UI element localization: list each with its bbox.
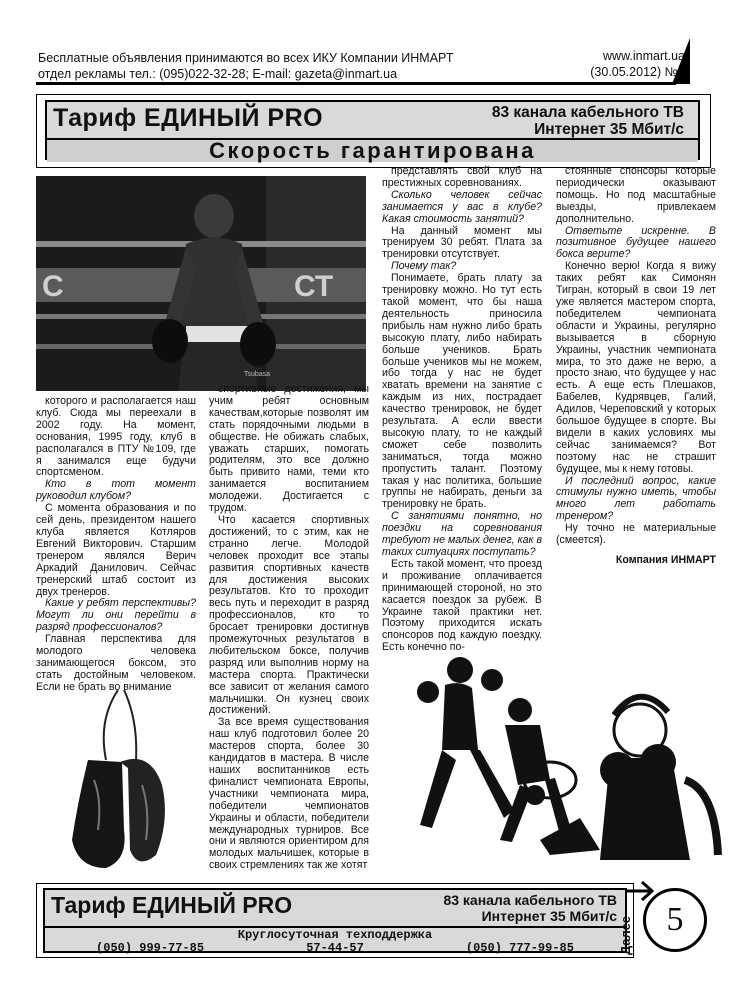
- top-tariff-features: [492, 104, 684, 138]
- article-paragraph: стоянные спонсоры которые периодически оказывают помощь. Но под масштабные выезды, привлекаем дополнительно.: [556, 165, 716, 225]
- article-paragraph: С момента образования и по сей день, президентом нашего клуба является Котляров Евгений Викторович. Старшим тренером являлся Верич Аркадий Данилович. Сейчас тренерский штаб состоит из двух тренеров.: [36, 502, 196, 598]
- interview-question: Ответьте искренне. В позитивное будущее нашего бокса верите?: [556, 224, 716, 261]
- interview-question: И последний вопрос, какие стимулы нужно иметь, чтобы много лет работать тренером?: [556, 474, 716, 523]
- article-column-1: [36, 396, 196, 694]
- support-phone-1[interactable]: (050) 999-77-85: [96, 941, 205, 955]
- top-internet-speed: Интернет 35 Мбит/с: [534, 121, 684, 138]
- support-phones: [45, 941, 625, 955]
- boxing-gloves-icon: [58, 690, 198, 875]
- interview-question: Почему так?: [391, 260, 457, 273]
- bottom-channels-count: 83 канала кабельного ТВ: [443, 892, 617, 908]
- website-link[interactable]: www.inmart.ua: [603, 49, 685, 63]
- interview-question: Кто в тот момент руководил клубом?: [36, 478, 196, 503]
- article-paragraph: Конечно верю! Когда я вижу таких ребят как Симонян Тигран, который в свои 19 лет уже является мастером спорта, победителем чемпионата области и Украины, регулярно вызывается в сборную Украины, участник чемпионата мира, то это даже не верю, а просто знаю, что будущее у нас есть. А еще есть Плешаков, Бабелев, Кудрявцев, Галий, Адилов, Череповский у которых большое будущее в спорте. Вы видели в каких условиях мы сейчас занимаемся? Вот поэтому нас не страшит будущее, мы к нему готовы.: [556, 260, 716, 475]
- support-phone-3[interactable]: (050) 777-99-85: [465, 941, 574, 955]
- bottom-tariff-banner: [36, 883, 634, 958]
- article-paragraph: За все время существования наш клуб подготовил более 20 мастеров спорта, более 30 кандидатов в мастера. В числе наших воспитанников есть финалист чемпионата Европы, участники чемпионата мира, победители чемпионатов Украины и области, победители международных турниров. Все они и являются ориентиром для молодых мальчишек, которые в своих стремлениях так же хотят: [209, 716, 369, 872]
- bottom-tariff-name: Тариф ЕДИНЫЙ PRO: [51, 892, 293, 918]
- article-paragraph: которого и располагается наш клуб. Сюда мы переехали в 2002 году. На момент, основания, 1995 году, клуб в располагался в ПТУ №109, где я занимался еще будучи спортсменом.: [36, 395, 196, 479]
- header-ads-line: Бесплатные объявления принимаются во всех ИКУ Компании ИНМАРТ: [38, 51, 454, 65]
- header-divider: [36, 82, 676, 85]
- support-phone-2[interactable]: 57-44-57: [306, 941, 364, 955]
- interview-question: Сколько человек сейчас занимается у вас в клубе? Какая стоимость занятий?: [382, 188, 542, 225]
- article-paragraph: Ну точно не материальные (смеется).: [556, 522, 716, 547]
- boxing-gloves-illustration: [58, 690, 198, 880]
- fighting-boxers-icon: [400, 650, 725, 865]
- next-page-label[interactable]: Далее: [618, 915, 633, 955]
- header-info: [38, 50, 508, 82]
- header-contacts-line: отдел рекламы тел.: (095)022-32-28; E-mail: gazeta@inmart.ua: [38, 67, 398, 81]
- svg-text:С: С: [42, 270, 64, 303]
- article-column-4: [556, 166, 716, 567]
- top-tariff-name: Тариф ЕДИНЫЙ PRO: [53, 104, 324, 132]
- header-issue-info: [555, 48, 685, 80]
- bottom-internet-speed: Интернет 35 Мбит/с: [481, 908, 617, 924]
- article-column-3: [382, 166, 542, 654]
- article-paragraph: Что касается спортивных достижений, то с этим, как не странно легче. Молодой человек проходит все этапы развития спортивных качеств для достижения высоких результатов. Кто то проходит весь путь и переходит в разряд профессионалов, кто то бросает тренировки достигнув промежуточных результатов в любительском боксе, получив разряд или выполнив норму на мастера спорта. Практически все зависит от желания самого мальчишки. Он кузнец своих достижений.: [209, 513, 369, 717]
- top-slogan: Скорость гарантирована: [47, 138, 698, 162]
- top-banner-box: [45, 100, 700, 163]
- page-number: 5: [643, 888, 707, 952]
- article-paragraph: Понимаете, брать плату за тренировку можно. Но тут есть такой момент, что бы наша деятельность приносила прибыль нам нужно либо брать высокую плату, либо набирать больше учеников. Брать больше учеников мы не можем, ибо тогда у нас не будет хватать времени на занятие с каждым из них, пострадает качество тренировок, не будет результата. А если ввести высокую плату, то не каждый сможет себе позволить заниматься, тогда можно пропустить талант. Поэтому такая у нас политика, большие группы не набирать, деньги за тренировку не брать.: [382, 272, 542, 511]
- svg-text:СТ: СТ: [294, 270, 334, 303]
- article-paragraph: представлять свой клуб на престижных соревнованиях.: [382, 165, 542, 189]
- article-paragraph: Есть такой момент, что проезд и проживание оплачивается принимающей стороной, но это касается поездок за рубеж. В Украине такой практики нет. Поэтому приходится искать спонсоров под каждую поездку. Есть конечно по-: [382, 557, 542, 654]
- article-signature: Компания ИНМАРТ: [615, 554, 716, 566]
- article-column-2: [209, 384, 369, 872]
- header-wedge-decoration: [672, 38, 690, 84]
- interview-question: С занятиями понятно, но поездки на соревнования требуют не малых денег, как в таких ситуациях поступать?: [382, 510, 542, 558]
- glove-brand-text: Tsubasa: [244, 371, 271, 378]
- article-paragraph: спортивные достижения, мы учим ребят основным качествам,которые позволят им стать порядочными людьми в обществе. Не обижать слабых, уважать старших, помогать родителям, это все должно быть привито нами, теми кто занимается воспитанием молодежи. Достигается с трудом.: [209, 383, 369, 515]
- bottom-tariff-features: [443, 892, 617, 924]
- boxer-photo-image: [36, 176, 366, 391]
- top-channels-count: 83 канала кабельного ТВ: [491, 104, 684, 121]
- article-paragraph: На данный момент мы тренируем 30 ребят. Плата за тренировки отсутствует.: [382, 224, 542, 261]
- bottom-banner-box: [43, 888, 627, 953]
- issue-date: (30.05.2012) №6: [590, 65, 685, 79]
- support-label: Круглосуточная техподдержка: [45, 926, 625, 942]
- boxers-illustration: [400, 650, 725, 870]
- interview-question: Какие у ребят перспективы? Могут ли они перейти в разряд профессионалов?: [36, 597, 196, 634]
- top-tariff-banner: [36, 94, 711, 168]
- boxer-photo: [36, 176, 366, 391]
- article-paragraph: Главная перспектива для молодого человека занимающегося боксом, это стать достойным человеком. Если не брать во внимание: [36, 633, 196, 693]
